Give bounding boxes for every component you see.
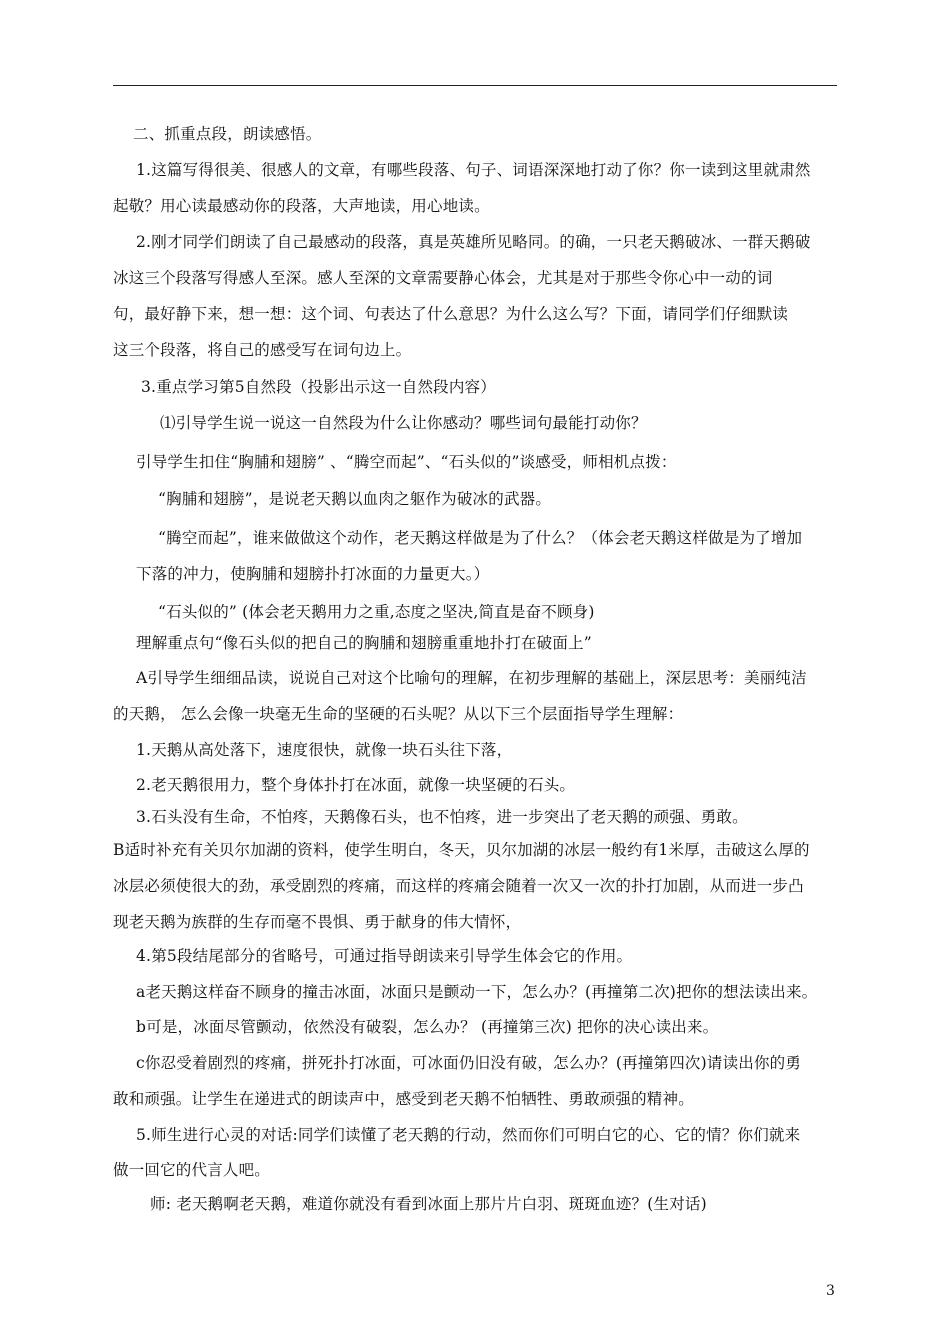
text-line: “石头似的” (体会老天鹅用力之重,态度之坚决,简直是奋不顾身) xyxy=(158,603,595,621)
text-line: 这三个段落，将自己的感受写在词句边上。 xyxy=(113,341,412,359)
text-line: 起敬？用心读最感动你的段落，大声地读，用心地读。 xyxy=(113,197,490,215)
text-line: 3.重点学习第5自然段（投影出示这一自然段内容） xyxy=(141,378,496,396)
text-line: b可是，冰面尽管颤动，依然没有破裂，怎么办？ (再撞第三次) 把你的决心读出来。 xyxy=(136,1018,719,1036)
page-number: 3 xyxy=(826,1283,835,1299)
text-line: ⑴引导学生说一说这一自然段为什么让你感动？哪些词句最能打动你？ xyxy=(160,414,647,432)
text-line: 现老天鹅为族群的生存而毫不畏惧、勇于献身的伟大情怀， xyxy=(113,913,522,931)
text-line: 下落的冲力，使胸脯和翅膀扑打冰面的力量更大。） xyxy=(136,565,490,583)
text-line: A引导学生细细品读，说说自己对这个比喻句的理解，在初步理解的基础上，深层思考：美丽纯洁 xyxy=(136,669,807,687)
text-line: 引导学生扣住“胸脯和翅膀” 、“腾空而起”、“石头似的”谈感受，师相机点拨： xyxy=(136,453,677,471)
text-line: “胸脯和翅膀”，是说老天鹅以血肉之躯作为破冰的武器。 xyxy=(158,490,552,508)
text-line: 师: 老天鹅啊老天鹅，难道你就没有看到冰面上那片片白羽、斑斑血迹？(生对话) xyxy=(150,1195,707,1213)
text-line: 1.这篇写得很美、很感人的文章，有哪些段落、句子、词语深深地打动了你？你一读到这里就肃然 xyxy=(136,161,811,179)
text-line: “腾空而起”，谁来做做这个动作，老天鹅这样做是为了什么？（体会老天鹅这样做是为了增加 xyxy=(158,529,803,547)
text-line: 4.第5段结尾部分的省略号，可通过指导朗读来引导学生体会它的作用。 xyxy=(136,947,633,965)
text-line: 冰这三个段落写得感人至深。感人至深的文章需要静心体会，尤其是对于那些令你心中一动的词 xyxy=(113,269,773,287)
text-line: a老天鹅这样奋不顾身的撞击冰面，冰面只是颤动一下，怎么办？(再撞第二次)把你的想法读出来。 xyxy=(136,983,818,1001)
text-line: B适时补充有关贝尔加湖的资料，使学生明白，冬天，贝尔加湖的冰层一般约有1米厚，击破这么厚的 xyxy=(113,841,810,859)
text-line: 理解重点句“像石头似的把自己的胸脯和翅膀重重地扑打在破面上” xyxy=(136,634,592,652)
text-line: 的天鹅， 怎么会像一块毫无生命的坚硬的石头呢？从以下三个层面指导学生理解： xyxy=(113,705,684,723)
header-rule xyxy=(113,85,837,86)
text-line: 冰层必须使很大的劲，承受剧烈的疼痛，而这样的疼痛会随着一次又一次的扑打加剧，从而进一步凸 xyxy=(113,877,804,895)
text-line: 敢和顽强。让学生在递进式的朗读声中，感受到老天鹅不怕牺牲、勇敢顽强的精神。 xyxy=(113,1090,694,1108)
text-line: 做一回它的代言人吧。 xyxy=(113,1161,271,1179)
text-line: 2.老天鹅很用力，整个身体扑打在冰面，就像一块坚硬的石头。 xyxy=(136,776,576,794)
text-line: 1.天鹅从高处落下，速度很快，就像一块石头往下落， xyxy=(136,741,513,759)
section-heading: 二、抓重点段，朗读感悟。 xyxy=(133,125,322,143)
text-line: c你忍受着剧烈的疼痛，拼死扑打冰面，可冰面仍旧没有破，怎么办？(再撞第四次)请读出你的勇 xyxy=(136,1054,802,1072)
text-line: 2.刚才同学们朗读了自己最感动的段落，真是英雄所见略同。的确，一只老天鹅破冰、一群天鹅破 xyxy=(136,233,811,251)
text-line: 5.师生进行心灵的对话:同学们读懂了老天鹅的行动，然而你们可明白它的心、它的情？你们就来 xyxy=(136,1126,801,1144)
text-line: 3.石头没有生命，不怕疼，天鹅像石头，也不怕疼，进一步突出了老天鹅的顽强、勇敢。 xyxy=(136,808,748,826)
text-line: 句，最好静下来，想一想：这个词、句表达了什么意思？为什么这么写？下面，请同学们仔细默读 xyxy=(113,305,789,323)
